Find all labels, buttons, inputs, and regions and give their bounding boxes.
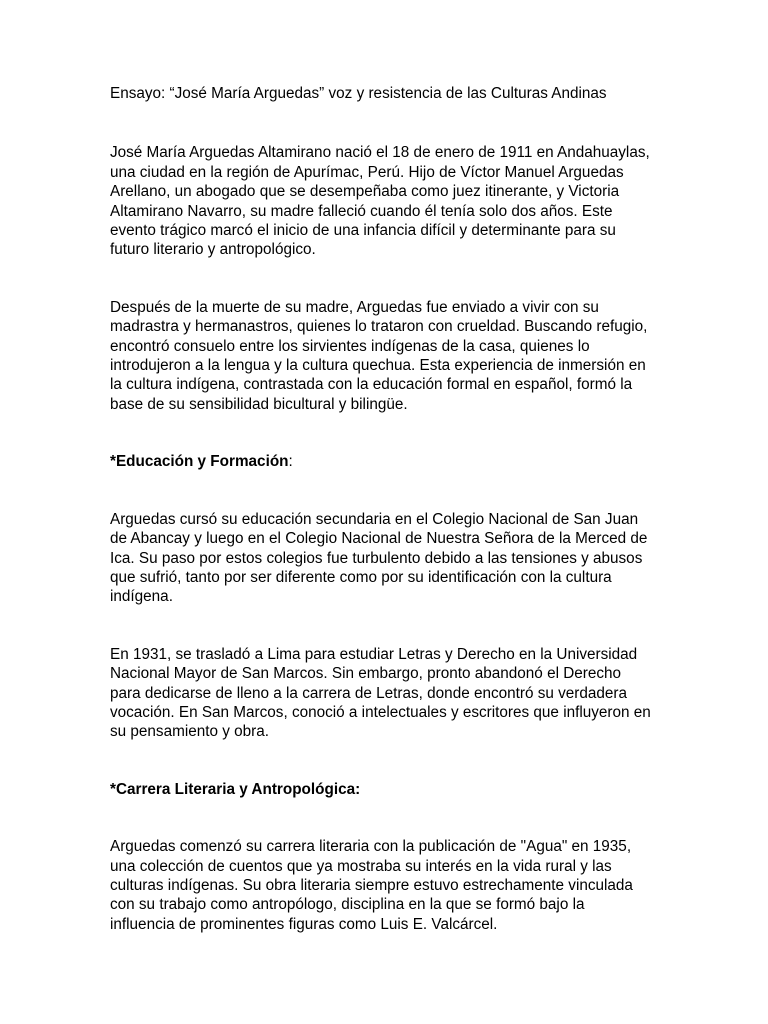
section-heading-bold: *Educación y Formación <box>110 453 289 471</box>
paragraph-childhood <box>110 298 662 414</box>
text-line: base de su sensibilidad bicultural y bilingüe. <box>110 395 408 413</box>
text-line: Arellano, un abogado que se desempeñaba como juez itinerante, y Victoria <box>110 183 620 201</box>
text-line: vocación. En San Marcos, conoció a intelectuales y escritores que influyeron en <box>110 703 651 721</box>
paragraph-university <box>110 645 662 742</box>
text-line: En 1931, se trasladó a Lima para estudiar Letras y Derecho en la Universidad <box>110 645 638 663</box>
text-line: Ica. Su paso por estos colegios fue turbulento debido a las tensiones y abusos <box>110 549 643 567</box>
text-line: culturas indígenas. Su obra literaria siempre estuvo estrechamente vinculada <box>110 876 633 894</box>
text-line: una ciudad en la región de Apurímac, Perú. Hijo de Víctor Manuel Arguedas <box>110 163 624 181</box>
text-line: José María Arguedas Altamirano nació el 18 de enero de 1911 en Andahuaylas, <box>110 144 650 162</box>
essay-title: Ensayo: “José María Arguedas” voz y resistencia de las Culturas Andinas <box>110 85 607 102</box>
text-line: influencia de prominentes figuras como Luis E. Valcárcel. <box>110 915 498 933</box>
text-line: Altamirano Navarro, su madre falleció cuando él tenía solo dos años. Este <box>110 202 613 220</box>
paragraph-secondary-school <box>110 510 662 607</box>
section-heading-career <box>110 780 662 799</box>
text-line: que sufrió, tanto por ser diferente como por su identificación con la cultura <box>110 568 612 586</box>
paragraph-birth <box>110 143 662 259</box>
text-line: de Abancay y luego en el Colegio Nacional de Nuestra Señora de la Merced de <box>110 530 648 548</box>
section-heading-education <box>110 452 662 471</box>
text-line: con su trabajo como antropólogo, disciplina en la que se formó bajo la <box>110 896 585 914</box>
paragraph-literary-career <box>110 837 662 934</box>
text-line: encontró consuelo entre los sirvientes indígenas de la casa, quienes lo <box>110 337 590 355</box>
text-line: su pensamiento y obra. <box>110 723 270 741</box>
text-line: introdujeron a la lengua y la cultura quechua. Esta experiencia de inmersión en <box>110 357 646 375</box>
text-line: indígena. <box>110 588 173 606</box>
document-page <box>110 84 662 972</box>
text-line: para dedicarse de lleno a la carrera de Letras, donde encontró su verdadera <box>110 684 628 702</box>
text-line: madrastra y hermanastros, quienes lo trataron con crueldad. Buscando refugio, <box>110 318 648 336</box>
section-heading-colon: : <box>288 453 293 471</box>
text-line: Nacional Mayor de San Marcos. Sin embargo, pronto abandonó el Derecho <box>110 665 622 683</box>
text-line: evento trágico marcó el inicio de una infancia difícil y determinante para su <box>110 222 616 240</box>
text-line: la cultura indígena, contrastada con la educación formal en español, formó la <box>110 376 633 394</box>
section-heading-bold: *Carrera Literaria y Antropológica: <box>110 780 361 798</box>
text-line: Arguedas cursó su educación secundaria en el Colegio Nacional de San Juan <box>110 510 639 528</box>
text-line: una colección de cuentos que ya mostraba su interés en la vida rural y las <box>110 857 612 875</box>
text-line: futuro literario y antropológico. <box>110 241 316 259</box>
text-line: Después de la muerte de su madre, Arguedas fue enviado a vivir con su <box>110 298 599 316</box>
text-line: Arguedas comenzó su carrera literaria con la publicación de "Agua" en 1935, <box>110 838 632 856</box>
